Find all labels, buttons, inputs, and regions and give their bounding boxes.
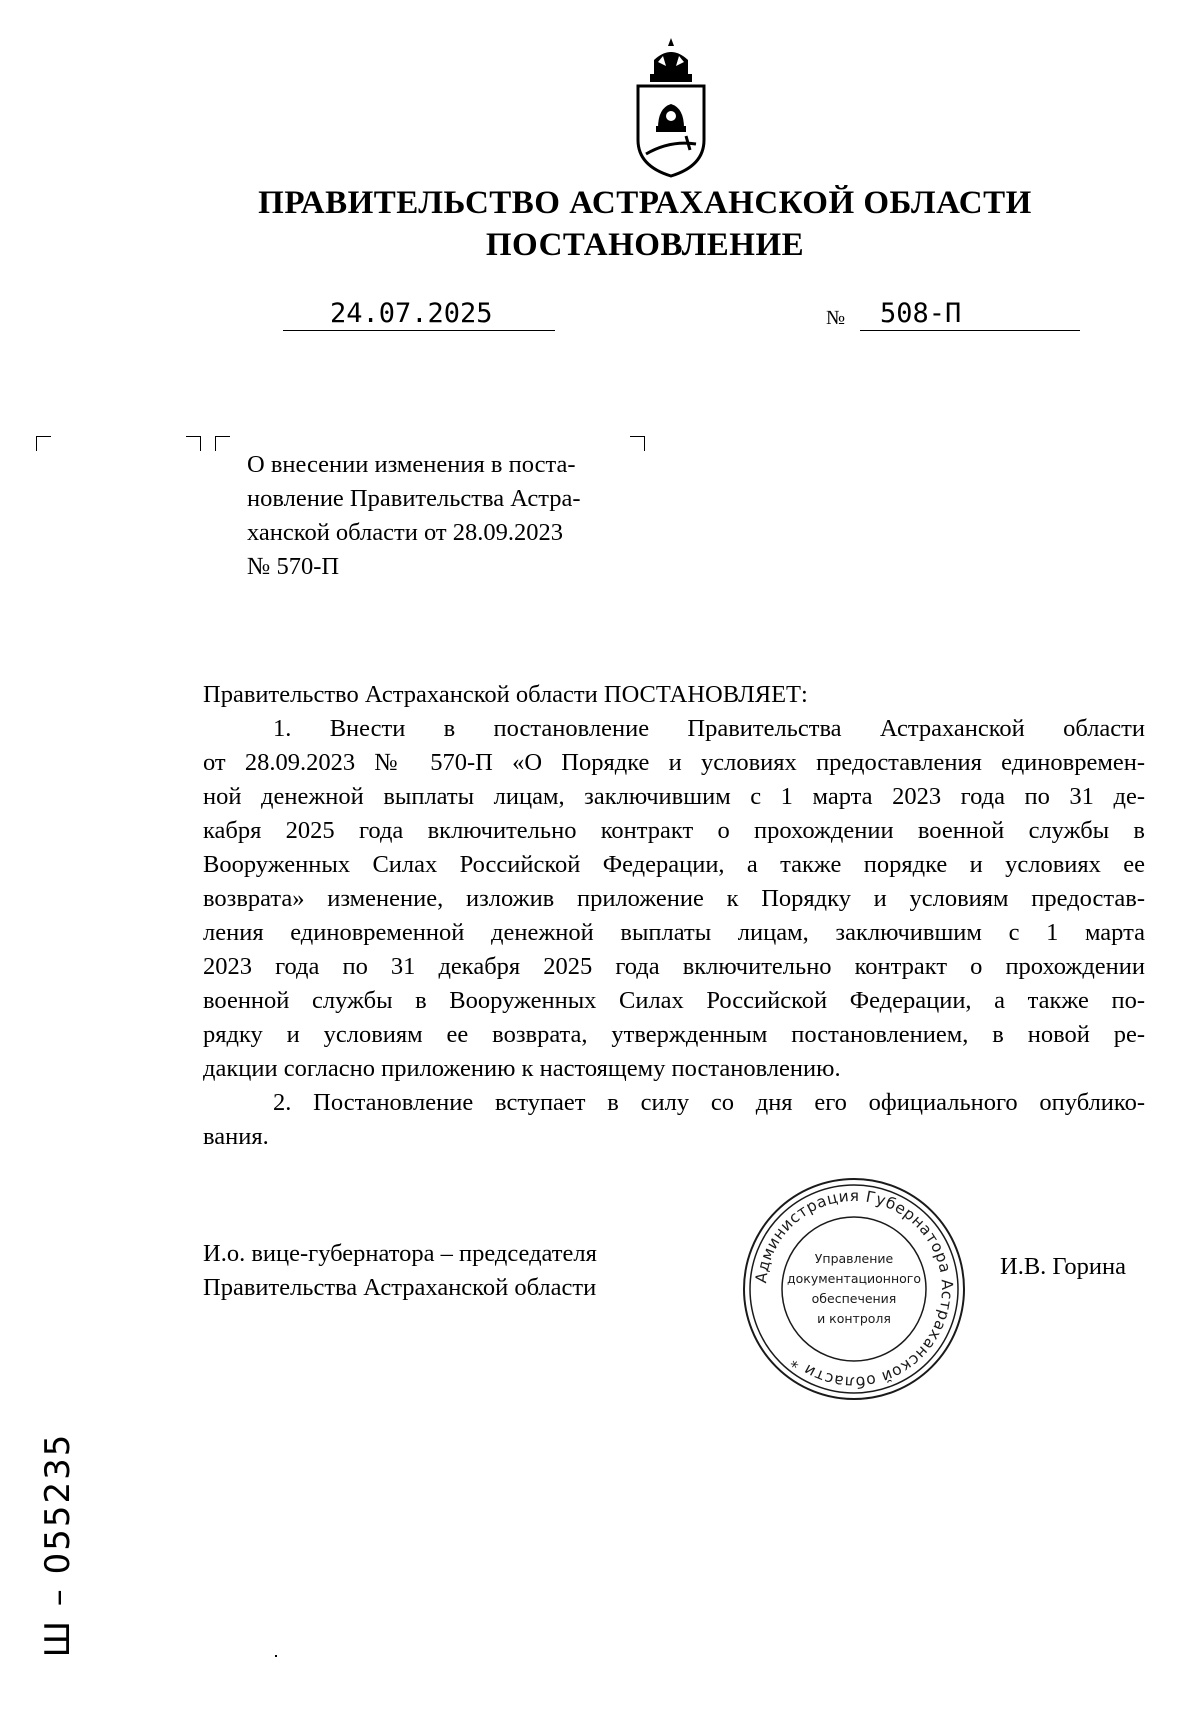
corner-mark-subject-end	[630, 436, 645, 451]
subject-line: О внесении изменения в поста-	[247, 451, 576, 478]
corner-mark-subject-start-left	[215, 436, 230, 451]
subject-line: ханской области от 28.09.2023	[247, 519, 563, 546]
item1-line: 1. Внести в постановление Правительства Астраханской области	[273, 715, 1145, 742]
corner-mark-left	[36, 436, 51, 451]
document-date: 24.07.2025	[330, 298, 493, 329]
subject-line: новление Правительства Астра-	[247, 485, 581, 512]
corner-mark-subject-start-right	[186, 436, 201, 451]
signatory-title-line: И.о. вице-губернатора – председателя	[203, 1240, 597, 1267]
item2-line: 2. Постановление вступает в силу со дня его официального опублико-	[273, 1089, 1145, 1116]
signatory-title	[203, 1237, 597, 1305]
stamp-center-line: обеспечения	[811, 1291, 897, 1306]
preamble: Правительство Астраханской области ПОСТАНОВЛЯЕТ:	[203, 681, 808, 708]
official-stamp	[740, 1175, 968, 1403]
stamp-ring-text: Администрация Губернатора Астраханской области *	[752, 1186, 957, 1392]
item1-line: ной денежной выплаты лицам, заключившим с 1 марта 2023 года по 31 де-	[203, 783, 1145, 810]
item1-line: дакции согласно приложению к настоящему постановлению.	[203, 1055, 841, 1082]
stamp-center-line: и контроля	[817, 1311, 891, 1326]
document-subject	[247, 448, 630, 584]
item1-line: военной службы в Вооруженных Силах Российской Федерации, а также по-	[203, 987, 1145, 1014]
stamp-center-line: Управление	[814, 1251, 894, 1266]
item1-line: 2023 года по 31 декабря 2025 года включительно контракт о прохождении	[203, 953, 1145, 980]
number-sign: №	[826, 307, 846, 329]
subject-line: № 570-П	[247, 553, 340, 580]
coat-of-arms-icon	[630, 36, 712, 178]
organization-title: ПРАВИТЕЛЬСТВО АСТРАХАНСКОЙ ОБЛАСТИ	[258, 185, 1032, 221]
item1-line: рядку и условиям ее возврата, утвержденным постановлением, в новой ре-	[203, 1021, 1145, 1048]
item1-line: от 28.09.2023 № 570-П «О Порядке и условиях предоставления единовремен-	[203, 749, 1145, 776]
document-body	[203, 678, 1145, 1154]
document-type-title: ПОСТАНОВЛЕНИЕ	[485, 227, 805, 263]
scan-speck	[275, 1655, 277, 1657]
signatory-title-line: Правительства Астраханской области	[203, 1274, 597, 1301]
serial-text: Ш – 055235	[38, 1432, 78, 1658]
item1-line: кабря 2025 года включительно контракт о прохождении военной службы в	[203, 817, 1145, 844]
item2-line: вания.	[203, 1123, 269, 1150]
signatory-name: И.В. Горина	[1000, 1253, 1127, 1280]
item1-line: ления единовременной денежной выплаты лицам, заключившим с 1 марта	[203, 919, 1145, 946]
stamp-center-line: документационного	[787, 1271, 921, 1286]
item1-line: Вооруженных Силах Российской Федерации, а также порядке и условиях ее	[203, 851, 1145, 878]
item1-line: возврата» изменение, изложив приложение к Порядку и условиям предостав-	[203, 885, 1145, 912]
document-number: 508-П	[880, 298, 962, 329]
form-serial-number	[36, 1390, 80, 1700]
